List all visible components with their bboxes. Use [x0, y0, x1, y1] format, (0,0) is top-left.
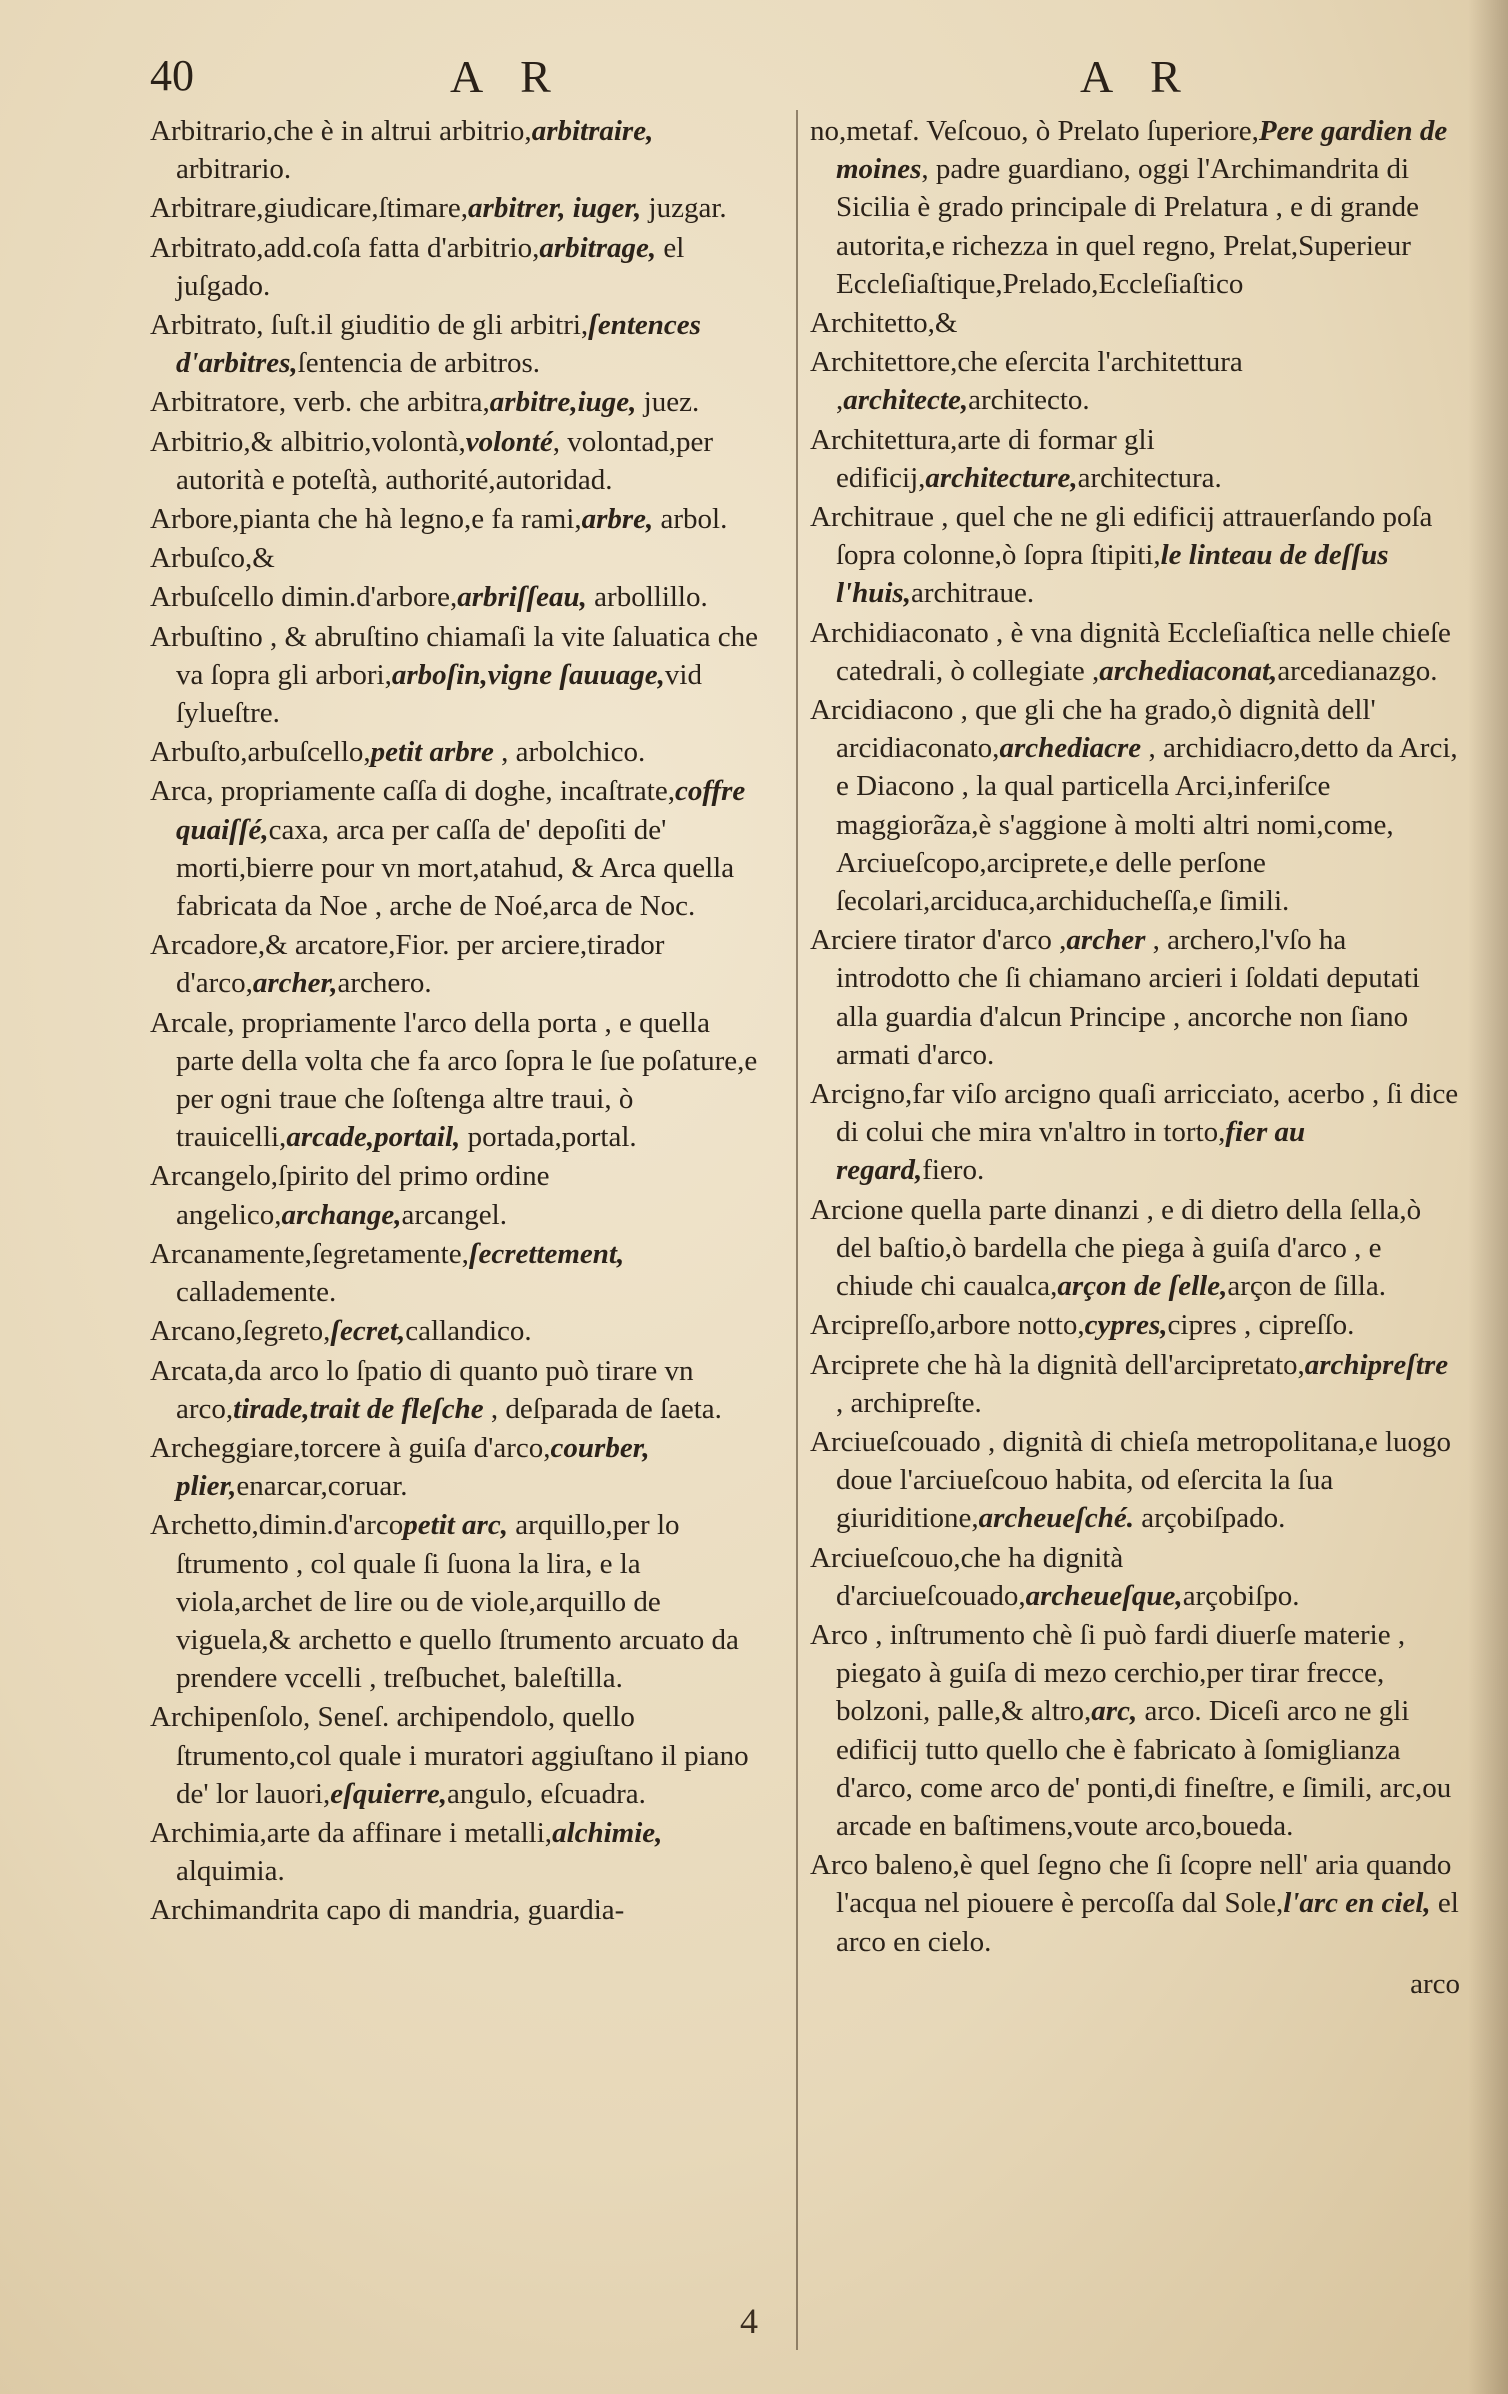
entry-french-gloss: ſecrettement,: [468, 1237, 625, 1270]
entry-french-gloss: arbitre,iuge,: [489, 386, 637, 419]
entry-spanish-gloss: callademente.: [176, 1276, 337, 1309]
entry-text: Arciueſcouo,che ha dignità d'arciueſcouado,: [810, 1541, 1124, 1612]
dictionary-entry: [150, 1698, 770, 1813]
entry-french-gloss: arboſin,vigne ſauuage,: [391, 658, 665, 691]
dictionary-entry: [810, 691, 1460, 920]
entry-french-gloss: ſecret,: [330, 1315, 406, 1348]
header-right-letters: A R: [1080, 51, 1195, 102]
dictionary-entry: [150, 1429, 770, 1505]
entry-spanish-gloss: caxa, arca per caſſa de' depoſiti de' morti,bierre pour vn mort,atahud, & Arca quella fabricata da Noe , arche de Noé,arca de Noc.: [176, 813, 735, 923]
entry-text: Arbitrario,che è in altrui arbitrio,: [150, 115, 532, 147]
signature-mark: 4: [740, 2301, 758, 2341]
entry-spanish-gloss: arbol.: [653, 503, 728, 536]
entry-french-gloss: archediaconat,: [1099, 654, 1278, 687]
entry-text: Arcata,da arco lo ſpatio di quanto può tirare vn arco,: [150, 1354, 694, 1425]
entry-spanish-gloss: ſentencia de arbitros.: [297, 347, 541, 380]
dictionary-entry: [810, 1423, 1460, 1538]
entry-text: Archimia,arte da affinare i metalli,: [150, 1816, 553, 1849]
entry-french-gloss: petit arc,: [403, 1509, 508, 1542]
entry-text: Arbitrio,& albitrio,volontà,: [150, 425, 466, 458]
entry-spanish-gloss: arbitrario.: [176, 153, 292, 186]
entry-text: Arciueſcouado , dignità di chieſa metropolitana,e luogo doue l'arciueſcouo habita, od eſercita la ſua giuriditione,: [810, 1425, 1452, 1535]
entry-spanish-gloss: arçobiſpo.: [1182, 1579, 1300, 1612]
entry-french-gloss: Pere gardien de moines: [836, 115, 1448, 186]
entry-text: Archidiaconato , è vna dignità Eccleſiaſtica nelle chieſe catedrali, ò collegiate ,: [810, 616, 1451, 687]
dictionary-entry: [150, 1312, 770, 1350]
running-header: [150, 50, 1438, 110]
entry-text: Archipenſolo, Seneſ. archipendolo, quello ſtrumento,col quale i muratori aggiuſtano il piano de' lor lauori,: [150, 1701, 749, 1810]
entry-spanish-gloss: archero.: [337, 967, 432, 1000]
entry-text: Arciprete che hà la dignità dell'arcipretato,: [810, 1348, 1305, 1381]
entry-text: Arbore,pianta che hà legno,e fa rami,: [150, 503, 582, 536]
entry-french-gloss: arbitraire,: [531, 115, 654, 147]
entry-text: Arbitratore, verb. che arbitra,: [150, 386, 490, 419]
dictionary-entry: [150, 772, 770, 925]
entry-spanish-gloss: , archidiacro,detto da Arci, e Diacono , la qual particella Arci,inferiſce maggiorãza,è s'aggione à molti altri nomi,come, Arciueſcopo,arciprete,e delle perſone ſecolari,arciduca,archiducheſſa,e ſimili.: [836, 732, 1458, 918]
entry-french-gloss: arc,: [1091, 1695, 1138, 1728]
entry-french-gloss: arbitrer, iuger,: [468, 192, 642, 225]
dictionary-entry: [150, 539, 770, 577]
entry-spanish-gloss: arco. Diceſi arco ne gli edificij tutto quello che è fabricato à ſomiglianza d'arco, come arco de' ponti,di fineſtre, e ſimili, arc,ou arcade en baſtimens,voute arco,boueda.: [836, 1695, 1452, 1842]
entry-text: Arbuſcello dimin.d'arbore,: [150, 581, 458, 614]
left-column: [150, 112, 770, 1931]
dictionary-entry: [150, 423, 770, 499]
page-edge-shadow: [1468, 0, 1508, 2394]
entry-spanish-gloss: arquillo,per lo ſtrumento , col quale ſi ſuona la lira, e la viola,archet de lire ou de viole,arquillo de viguela,& archetto e quello ſtrumento arcuato da prendere vccelli , treſbuchet, baleſtilla.: [176, 1509, 739, 1695]
page-number: 40: [150, 51, 194, 100]
dictionary-entry: [810, 1191, 1460, 1306]
entry-spanish-gloss: arçon de ſilla.: [1227, 1270, 1386, 1303]
dictionary-entry: [810, 112, 1460, 303]
entry-spanish-gloss: arcangel.: [401, 1198, 507, 1231]
entry-spanish-gloss: juez.: [636, 386, 700, 419]
entry-french-gloss: archeueſque,: [1025, 1579, 1183, 1612]
entry-text: Architetto,&: [810, 307, 958, 340]
entry-text: Arbitrato,add.coſa fatta d'arbitrio,: [150, 231, 540, 264]
entry-spanish-gloss: alquimia.: [176, 1855, 285, 1888]
dictionary-entry: [810, 304, 1460, 342]
entry-text: Arcidiacono , que gli che ha grado,ò dignità dell' arcidiaconato,: [810, 694, 1376, 765]
entry-french-gloss: l'arc en ciel,: [1283, 1887, 1431, 1920]
entry-spanish-gloss: architectura.: [1077, 461, 1222, 494]
dictionary-entry: [150, 189, 770, 227]
entry-french-gloss: architecte,: [843, 384, 969, 417]
dictionary-entry: [810, 1346, 1460, 1422]
entry-text: Arbitrato, ſuſt.il giuditio de gli arbitri,: [150, 309, 589, 342]
entry-spanish-gloss: callandico.: [405, 1315, 532, 1348]
entry-text: Arbuſtino , & abruſtino chiamaſi la vite ſaluatica che va ſopra gli arbori,: [150, 620, 758, 691]
column-divider: [796, 110, 798, 2350]
entry-french-gloss: alchimie,: [552, 1816, 663, 1849]
entry-text: Arcipreſſo,arbore notto,: [810, 1309, 1085, 1342]
dictionary-entry: [810, 498, 1460, 613]
dictionary-entry: [810, 421, 1460, 497]
entry-french-gloss: le linteau de deſſus l'huis,: [836, 539, 1389, 610]
entry-text: Archetto,dimin.d'arco: [150, 1509, 404, 1542]
entry-text: Arcadore,& arcatore,Fior. per arciere,tirador d'arco,: [150, 929, 665, 1000]
entry-spanish-gloss: portada,portal.: [460, 1121, 637, 1154]
entry-french-gloss: arcade,portail,: [286, 1121, 461, 1154]
entry-text: Arca, propriamente caſſa di doghe, incaſtrate,: [150, 775, 675, 808]
dictionary-entry: [810, 1616, 1460, 1845]
entry-french-gloss: cypres,: [1084, 1309, 1168, 1342]
right-column: [810, 112, 1460, 2003]
dictionary-entry: [810, 1539, 1460, 1615]
dictionary-entry: [810, 614, 1460, 690]
entry-french-gloss: courber, plier,: [176, 1431, 650, 1503]
entry-text: no,metaf. Veſcouo, ò Prelato ſuperiore,: [810, 115, 1259, 147]
entry-spanish-gloss: vid ſylueſtre.: [176, 658, 702, 730]
entry-spanish-gloss: arçobiſpado.: [1134, 1502, 1286, 1535]
entry-french-gloss: archediacre: [999, 732, 1142, 765]
entry-french-gloss: archange,: [281, 1198, 402, 1231]
dictionary-entry: [150, 1004, 770, 1157]
entry-spanish-gloss: el arco en cielo.: [836, 1887, 1459, 1958]
entry-text: Arcano,ſegreto,: [150, 1315, 331, 1348]
dictionary-entry: [150, 1235, 770, 1311]
entry-spanish-gloss: arbollillo.: [586, 581, 708, 614]
entry-spanish-gloss: enarcar,coruar.: [236, 1470, 408, 1503]
entry-text: Architettura,arte di formar gli edificij,: [810, 423, 1155, 494]
entry-french-gloss: archer: [1066, 924, 1146, 957]
entry-french-gloss: architecture,: [925, 461, 1078, 494]
entry-french-gloss: archipreſtre: [1304, 1348, 1449, 1381]
entry-french-gloss: arbre,: [581, 503, 654, 536]
entry-french-gloss: ſentences d'arbitres,: [176, 309, 701, 380]
dictionary-entry: [150, 578, 770, 616]
dictionary-entry: [810, 343, 1460, 419]
dictionary-entry: [150, 229, 770, 305]
entry-spanish-gloss: , arbolchico.: [493, 736, 646, 769]
dictionary-entry: [810, 921, 1460, 1074]
entry-text: Arcale, propriamente l'arco della porta , e quella parte della volta che fa arco ſopra le ſue poſature,e per ogni traue che ſoſtenga altre traui, ò trauicelli,: [150, 1006, 758, 1154]
entry-text: Architettore,che eſercita l'architettura ,: [810, 346, 1243, 417]
entry-spanish-gloss: architecto.: [968, 384, 1090, 417]
entry-text: Arcigno,far viſo arcigno quaſi arricciato, acerbo , ſi dice di colui che mira vn'altro in torto,: [810, 1078, 1459, 1149]
entry-spanish-gloss: architraue.: [910, 577, 1035, 610]
entry-spanish-gloss: , archipreſte.: [836, 1386, 982, 1419]
entry-french-gloss: archeueſché.: [978, 1502, 1135, 1535]
entry-french-gloss: volonté: [465, 425, 553, 458]
entry-spanish-gloss: , deſparada de ſaeta.: [483, 1392, 722, 1425]
dictionary-entry: [150, 733, 770, 771]
dictionary-entry: [150, 618, 770, 733]
entry-french-gloss: petit arbre: [370, 736, 494, 769]
entry-text: Arbuſco,&: [150, 542, 275, 575]
dictionary-entry: [810, 1306, 1460, 1344]
dictionary-entry: [150, 500, 770, 538]
dictionary-entry: [150, 1506, 770, 1697]
entry-text: Arbitrare,giudicare,ſtimare,: [150, 192, 469, 225]
entry-french-gloss: arbriſſeau,: [457, 581, 587, 614]
entry-spanish-gloss: angulo, eſcuadra.: [447, 1777, 646, 1810]
entry-spanish-gloss: , archero,l'vſo ha introdotto che ſi chiamano arcieri i ſoldati deputati alla guardia d'alcun Principe , ancorche non ſiano armati d'arco.: [836, 924, 1420, 1071]
entry-text: Arco baleno,è quel ſegno che ſi ſcopre nell' aria quando l'acqua nel piouere è percoſſa dal Sole,: [810, 1849, 1452, 1920]
entry-spanish-gloss: el juſgado.: [176, 231, 685, 302]
entry-french-gloss: archer,: [252, 967, 338, 1000]
dictionary-entry: [150, 1891, 770, 1929]
entry-french-gloss: fier au regard,: [836, 1116, 1306, 1187]
right-column-entries: [810, 112, 1460, 1961]
entry-text: Arcione quella parte dinanzi , e di dietro della ſella,ò del baſtio,ò bardella che piega à guiſa d'arco , e chiude chi caualca,: [810, 1193, 1422, 1303]
entry-text: Archimandrita capo di mandria, guardia-: [150, 1894, 625, 1927]
entry-text: Archeggiare,torcere à guiſa d'arco,: [150, 1431, 551, 1464]
dictionary-entry: [150, 1352, 770, 1428]
entry-text: Architraue , quel che ne gli edificij attrauerſando poſa ſopra colonne,ò ſopra ſtipiti,: [810, 501, 1433, 572]
entry-spanish-gloss: cipres , cipreſſo.: [1167, 1309, 1355, 1342]
dictionary-entry: [150, 926, 770, 1002]
entry-french-gloss: arbitrage,: [539, 231, 657, 264]
entry-text: Arcangelo,ſpirito del primo ordine angelico,: [150, 1160, 550, 1231]
dictionary-entry: [150, 112, 770, 188]
entry-spanish-gloss: fiero.: [922, 1154, 985, 1187]
entry-french-gloss: coffre quaiſſé,: [176, 775, 746, 846]
entry-spanish-gloss: juzgar.: [641, 192, 727, 225]
dictionary-entry: [810, 1075, 1460, 1190]
entry-text: Arbuſto,arbuſcello,: [150, 736, 371, 769]
dictionary-entry: [150, 383, 770, 421]
dictionary-entry: [150, 306, 770, 382]
catchword: arco: [1410, 1967, 1460, 2000]
entry-text: Arcanamente,ſegretamente,: [150, 1237, 469, 1270]
entry-text: Arciere tirator d'arco ,: [810, 924, 1067, 957]
entry-french-gloss: tirade,trait de fleſche: [233, 1392, 484, 1425]
entry-spanish-gloss: , volontad,per autorità e poteſtà, authorité,autoridad.: [176, 425, 713, 496]
entry-spanish-gloss: , padre guardiano, oggi l'Archimandrita di Sicilia è grado principale di Prelatura , e di grande autorita,e richezza in quel regno, Prelat,Superieur Eccleſiaſtique,Prelado,Eccleſiaſtico: [836, 153, 1420, 300]
entry-french-gloss: eſquierre,: [330, 1777, 447, 1810]
entry-french-gloss: arçon de ſelle,: [1057, 1270, 1228, 1303]
dictionary-entry: [810, 1846, 1460, 1961]
dictionary-entry: [150, 1814, 770, 1890]
entry-text: Arco , inſtrumento chè ſi può fardi diuerſe materie , piegato à guiſa di mezo cerchio,per tirar frecce, bolzoni, palle,& altro,: [810, 1618, 1406, 1728]
dictionary-entry: [150, 1157, 770, 1233]
header-left-letters: A R: [450, 51, 565, 102]
entry-spanish-gloss: arcedianazgo.: [1277, 654, 1438, 687]
